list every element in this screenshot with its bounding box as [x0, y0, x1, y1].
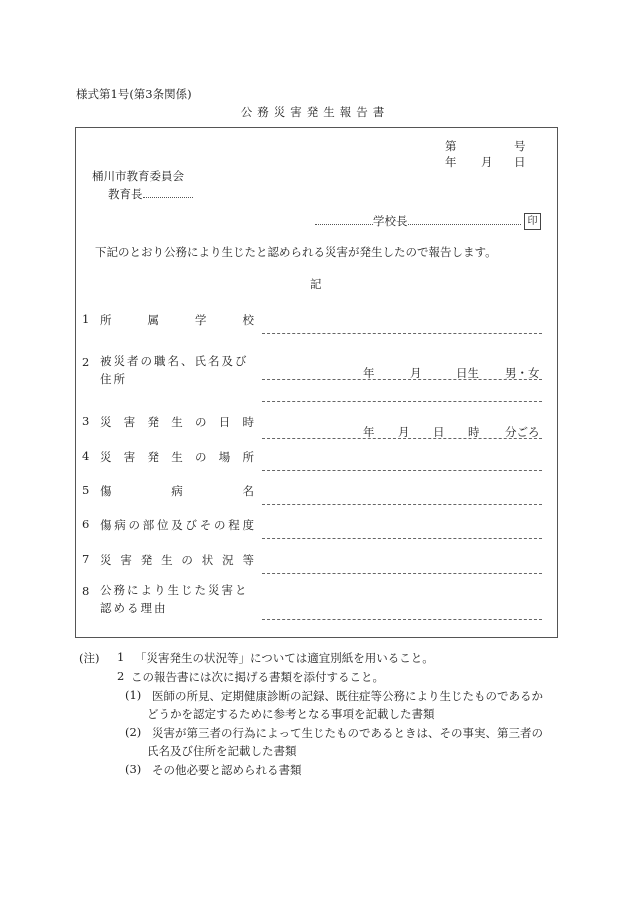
item-number: 6 [82, 517, 90, 531]
field-line-extent[interactable] [262, 538, 542, 539]
item-label-situation: 災害発生の状況等 [100, 553, 254, 567]
dt-year: 年 [363, 425, 375, 439]
field-line-victim-address[interactable] [262, 401, 542, 402]
date-month: 月 [481, 155, 493, 169]
item-number: 7 [82, 552, 90, 566]
subnote-2-line1: 災害が第三者の行為によって生じたものであるときは、その事実、第三者の [152, 726, 543, 740]
sex-choice[interactable]: 男・女 [505, 366, 540, 380]
subnote-1-line2: どうかを認定するために参考となる事項を記載した書類 [147, 707, 435, 721]
item-number: 4 [82, 449, 90, 463]
ki-mark: 記 [310, 277, 322, 291]
date-day: 日 [514, 155, 526, 169]
item-label-extent: 傷病の部位及びその程度 [100, 518, 254, 532]
subnote-number: (3) [125, 762, 142, 776]
field-line-datetime[interactable] [262, 438, 542, 439]
dt-minute: 分ごろ [505, 425, 540, 439]
dt-day: 日 [433, 425, 445, 439]
birth-day: 日生 [456, 366, 479, 380]
date-year: 年 [445, 155, 457, 169]
subnote-2-line2: 氏名及び住所を記載した書類 [147, 744, 297, 758]
field-line-school[interactable] [262, 333, 542, 334]
note-1-text: 「災害発生の状況等」については適宜別紙を用いること。 [135, 651, 434, 665]
field-line-victim-name[interactable] [262, 379, 542, 380]
item-label-injury: 傷病名 [100, 484, 254, 498]
subnote-1-line1: 医師の所見、定期健康診断の記録、既往症等公務により生じたものであるか [152, 689, 543, 703]
dt-hour: 時 [468, 425, 480, 439]
field-line-situation[interactable] [262, 573, 542, 574]
subnote-number: (1) [125, 688, 142, 702]
number-prefix: 第 [445, 139, 457, 153]
subnote-number: (2) [125, 725, 142, 739]
notes-prefix: (注) [79, 651, 100, 665]
item-number: 8 [82, 584, 90, 598]
note-number: 1 [117, 650, 125, 664]
field-line-injury[interactable] [262, 504, 542, 505]
note-number: 2 [117, 669, 125, 683]
item-label-datetime: 災害発生の日時 [100, 415, 254, 429]
item-number: 5 [82, 483, 90, 497]
addressee-board: 桶川市教育委員会 [92, 169, 184, 183]
principal-dotted-line [315, 224, 521, 225]
birth-year: 年 [363, 366, 375, 380]
item-label-reason: 公務により生じた災害と認める理由 [100, 583, 249, 615]
note-2-text: この報告書には次に掲げる書類を添付すること。 [131, 670, 384, 684]
seal-mark: 印 [524, 213, 541, 230]
item-number: 3 [82, 414, 90, 428]
item-label-place: 災害発生の場所 [100, 450, 254, 464]
birth-month: 月 [410, 366, 422, 380]
intro-text: 下記のとおり公務により生じたと認められる災害が発生したので報告します。 [95, 245, 497, 259]
item-label-victim: 被災者の職名、氏名及び住所 [100, 354, 249, 386]
addressee-dotted-line [143, 185, 193, 198]
field-line-place[interactable] [262, 470, 542, 471]
principal-label: 学校長 [373, 214, 408, 228]
addressee-superintendent: 教育長 [108, 185, 193, 202]
item-number: 2 [82, 355, 90, 369]
subnote-3-text: その他必要と認められる書類 [152, 763, 302, 777]
form-code: 様式第1号(第3条関係) [76, 87, 192, 101]
dt-month: 月 [398, 425, 410, 439]
item-label-school: 所属学校 [100, 313, 254, 327]
number-suffix: 号 [514, 139, 526, 153]
item-number: 1 [82, 312, 90, 326]
field-line-reason[interactable] [262, 619, 542, 620]
document-title: 公務災害発生報告書 [240, 105, 390, 119]
